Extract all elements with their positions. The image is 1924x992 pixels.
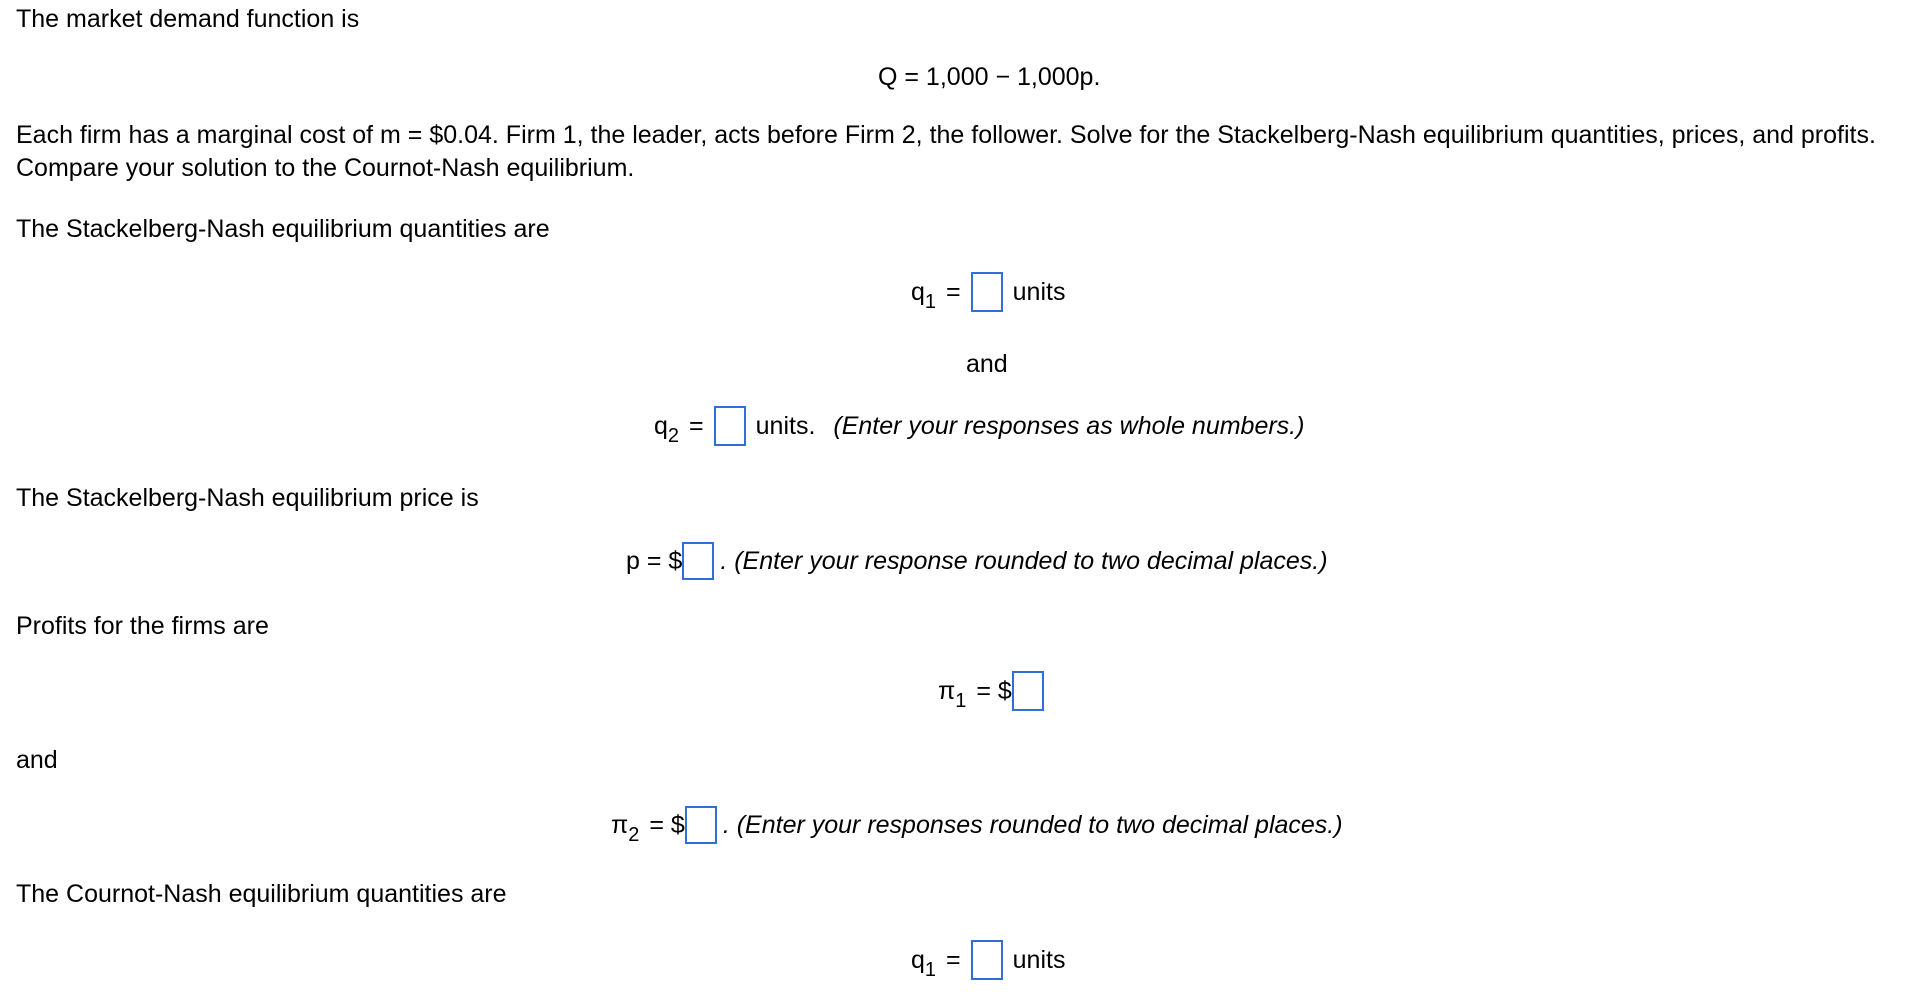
cournot-q1-input[interactable] <box>971 940 1003 980</box>
price-prefix: p = $ <box>626 546 683 575</box>
profits-label: Profits for the firms are <box>16 612 269 640</box>
units-label: units <box>1012 277 1066 306</box>
demand-equation: Q = 1,000 − 1,000p. <box>878 63 1101 91</box>
price-rounding-hint: . (Enter your response rounded to two decimal places.) <box>720 546 1328 575</box>
units-label: units <box>1012 945 1066 974</box>
stackelberg-price-input[interactable] <box>682 542 714 580</box>
stackelberg-q2-row <box>654 406 1304 446</box>
pi1-prefix: = $ <box>976 676 1012 705</box>
stackelberg-q1-input[interactable] <box>971 272 1003 312</box>
problem-text: Each firm has a marginal cost of m = $0.04. Firm 1, the leader, acts before Firm 2, the follower. Solve for the Stackelberg-Nash equilibrium quantities, prices, and profits. Compare your solution to the Cournot-Nash equilibrium. <box>16 121 1876 182</box>
stackelberg-pi2-input[interactable] <box>685 806 717 844</box>
stackelberg-price-label: The Stackelberg-Nash equilibrium price is <box>16 484 479 512</box>
and-label: and <box>16 746 58 774</box>
q1-variable: $q_1$ <box>911 945 937 981</box>
profit-rounding-hint: . (Enter your responses rounded to two decimal places.) <box>722 810 1343 839</box>
whole-numbers-hint: (Enter your responses as whole numbers.) <box>833 411 1305 440</box>
stackelberg-quantities-label: The Stackelberg-Nash equilibrium quantities are <box>16 215 550 243</box>
cournot-q1-row <box>911 940 1065 980</box>
q2-variable: $q_2$ <box>654 411 680 447</box>
stackelberg-price-row <box>626 542 1328 580</box>
pi2-prefix: = $ <box>649 810 685 839</box>
equals-sign: = <box>946 277 961 306</box>
equals-sign: = <box>689 411 704 440</box>
stackelberg-pi1-input[interactable] <box>1012 671 1044 711</box>
pi1-variable: $\pi_1$ <box>938 676 967 712</box>
stackelberg-q1-row <box>911 272 1065 312</box>
stackelberg-q2-input[interactable] <box>714 406 746 446</box>
pi2-variable: $\pi_2$ <box>611 810 640 846</box>
stackelberg-pi1-row <box>938 671 1044 711</box>
q1-variable: $q_1$ <box>911 277 937 313</box>
units-label: units. <box>755 411 816 440</box>
stackelberg-pi2-row <box>611 806 1343 844</box>
cournot-quantities-label: The Cournot-Nash equilibrium quantities are <box>16 880 507 908</box>
intro-text: The market demand function is <box>16 5 360 33</box>
and-connector: and <box>966 350 1008 378</box>
equals-sign: = <box>946 945 961 974</box>
